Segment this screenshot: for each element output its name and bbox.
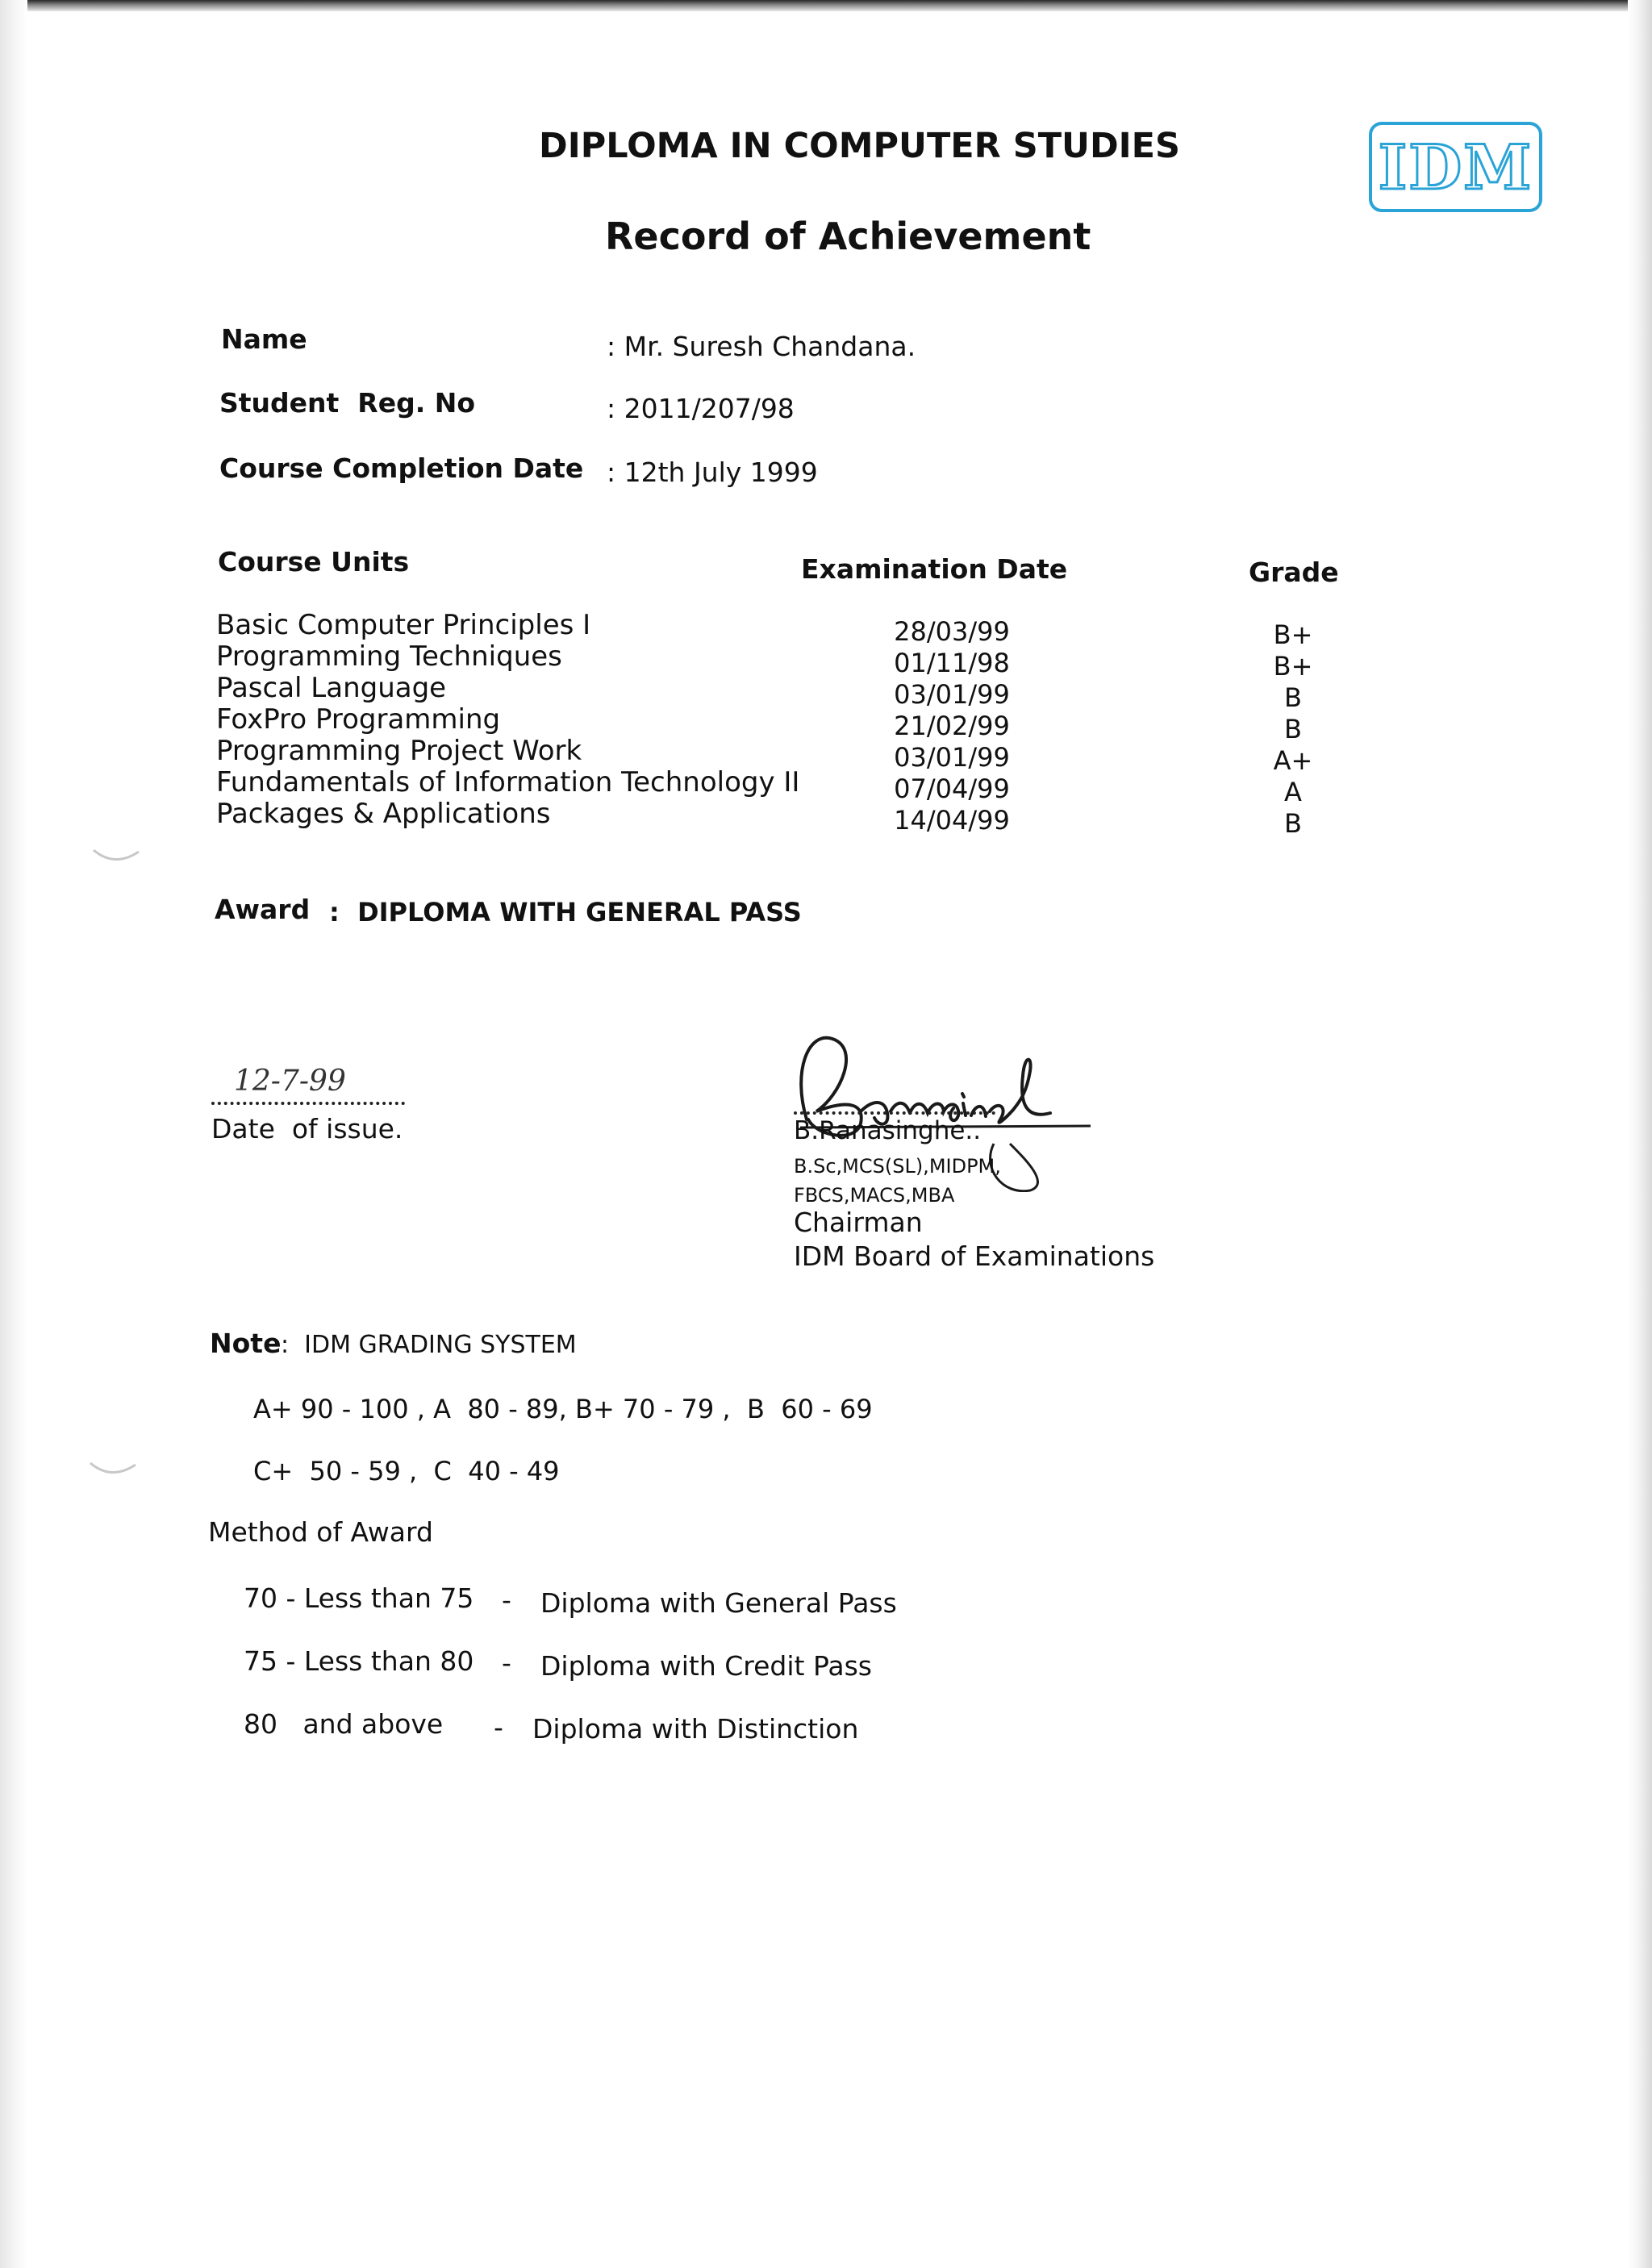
method-result: Diploma with Credit Pass — [540, 1650, 873, 1682]
method-of-award-label: Method of Award — [208, 1516, 433, 1548]
method-result: Diploma with Distinction — [532, 1713, 859, 1745]
exam-date: 01/11/98 — [894, 648, 1010, 678]
idm-logo-text: IDM — [1378, 131, 1533, 203]
completion-date-label: Course Completion Date — [219, 452, 584, 484]
scan-border-left — [0, 0, 27, 2268]
course-unit: Programming Techniques — [216, 640, 562, 673]
signatory-board: IDM Board of Examinations — [794, 1240, 1155, 1272]
method-range: 70 - Less than 75 — [244, 1582, 474, 1614]
exam-date: 03/01/99 — [894, 679, 1010, 710]
issue-date-dotted-line — [211, 1102, 405, 1105]
method-dash: - — [502, 1647, 511, 1678]
method-result: Diploma with General Pass — [540, 1587, 897, 1619]
course-unit: Programming Project Work — [216, 735, 582, 767]
course-unit: Pascal Language — [216, 672, 447, 704]
completion-date-value: : 12th July 1999 — [607, 457, 818, 488]
signatory-qualifications-1: B.Sc,MCS(SL),MIDPM, — [794, 1155, 1001, 1178]
method-range: 80 and above — [244, 1708, 444, 1740]
scan-mark-1 — [90, 845, 142, 869]
course-unit: Basic Computer Principles I — [216, 609, 591, 641]
grading-system-heading: : IDM GRADING SYSTEM — [281, 1331, 577, 1359]
scan-mark-2 — [87, 1458, 139, 1482]
signature-dotted-line — [794, 1111, 995, 1115]
grade-value: B+ — [1273, 651, 1313, 682]
method-dash: - — [494, 1711, 503, 1743]
col-header-course-units: Course Units — [218, 546, 410, 577]
exam-date: 03/01/99 — [894, 742, 1010, 773]
grade-value: B — [1284, 682, 1302, 713]
scan-border-right — [1628, 0, 1652, 2268]
grading-line-1: A+ 90 - 100 , A 80 - 89, B+ 70 - 79 , B 60 - 69 — [253, 1394, 873, 1424]
handwritten-issue-date: 12-7-99 — [234, 1065, 346, 1098]
exam-date: 14/04/99 — [894, 805, 1010, 836]
issue-date-label: Date of issue. — [211, 1113, 403, 1144]
note-label: Note — [210, 1328, 282, 1359]
method-range: 75 - Less than 80 — [244, 1645, 474, 1677]
scan-border-top — [0, 0, 1652, 11]
course-unit: Packages & Applications — [216, 798, 551, 830]
award-value: : DIPLOMA WITH GENERAL PASS — [329, 897, 802, 928]
signatory-name: B.Ranasinghe.. — [794, 1116, 982, 1145]
reg-no-value: : 2011/207/98 — [607, 393, 795, 424]
name-value: : Mr. Suresh Chandana. — [607, 331, 916, 362]
document-title: DIPLOMA IN COMPUTER STUDIES — [539, 126, 1180, 166]
exam-date: 28/03/99 — [894, 616, 1010, 647]
award-label: Award — [215, 894, 311, 925]
name-label: Name — [221, 323, 307, 355]
grade-value: B — [1284, 808, 1302, 839]
course-unit: FoxPro Programming — [216, 703, 501, 736]
exam-date: 07/04/99 — [894, 773, 1010, 804]
col-header-exam-date: Examination Date — [801, 553, 1068, 585]
idm-logo — [1369, 122, 1542, 212]
grading-line-2: C+ 50 - 59 , C 40 - 49 — [253, 1456, 560, 1486]
grade-value: A+ — [1273, 745, 1313, 776]
grade-value: A — [1284, 777, 1302, 807]
method-dash: - — [502, 1584, 511, 1616]
grade-value: B+ — [1273, 619, 1313, 650]
document-subtitle: Record of Achievement — [605, 215, 1091, 258]
signatory-position: Chairman — [794, 1207, 923, 1238]
signatory-qualifications-2: FBCS,MACS,MBA — [794, 1184, 955, 1207]
course-unit: Fundamentals of Information Technology II — [216, 766, 800, 798]
grade-value: B — [1284, 714, 1302, 744]
exam-date: 21/02/99 — [894, 711, 1010, 741]
reg-no-label: Student Reg. No — [219, 387, 476, 419]
col-header-grade: Grade — [1249, 557, 1339, 588]
